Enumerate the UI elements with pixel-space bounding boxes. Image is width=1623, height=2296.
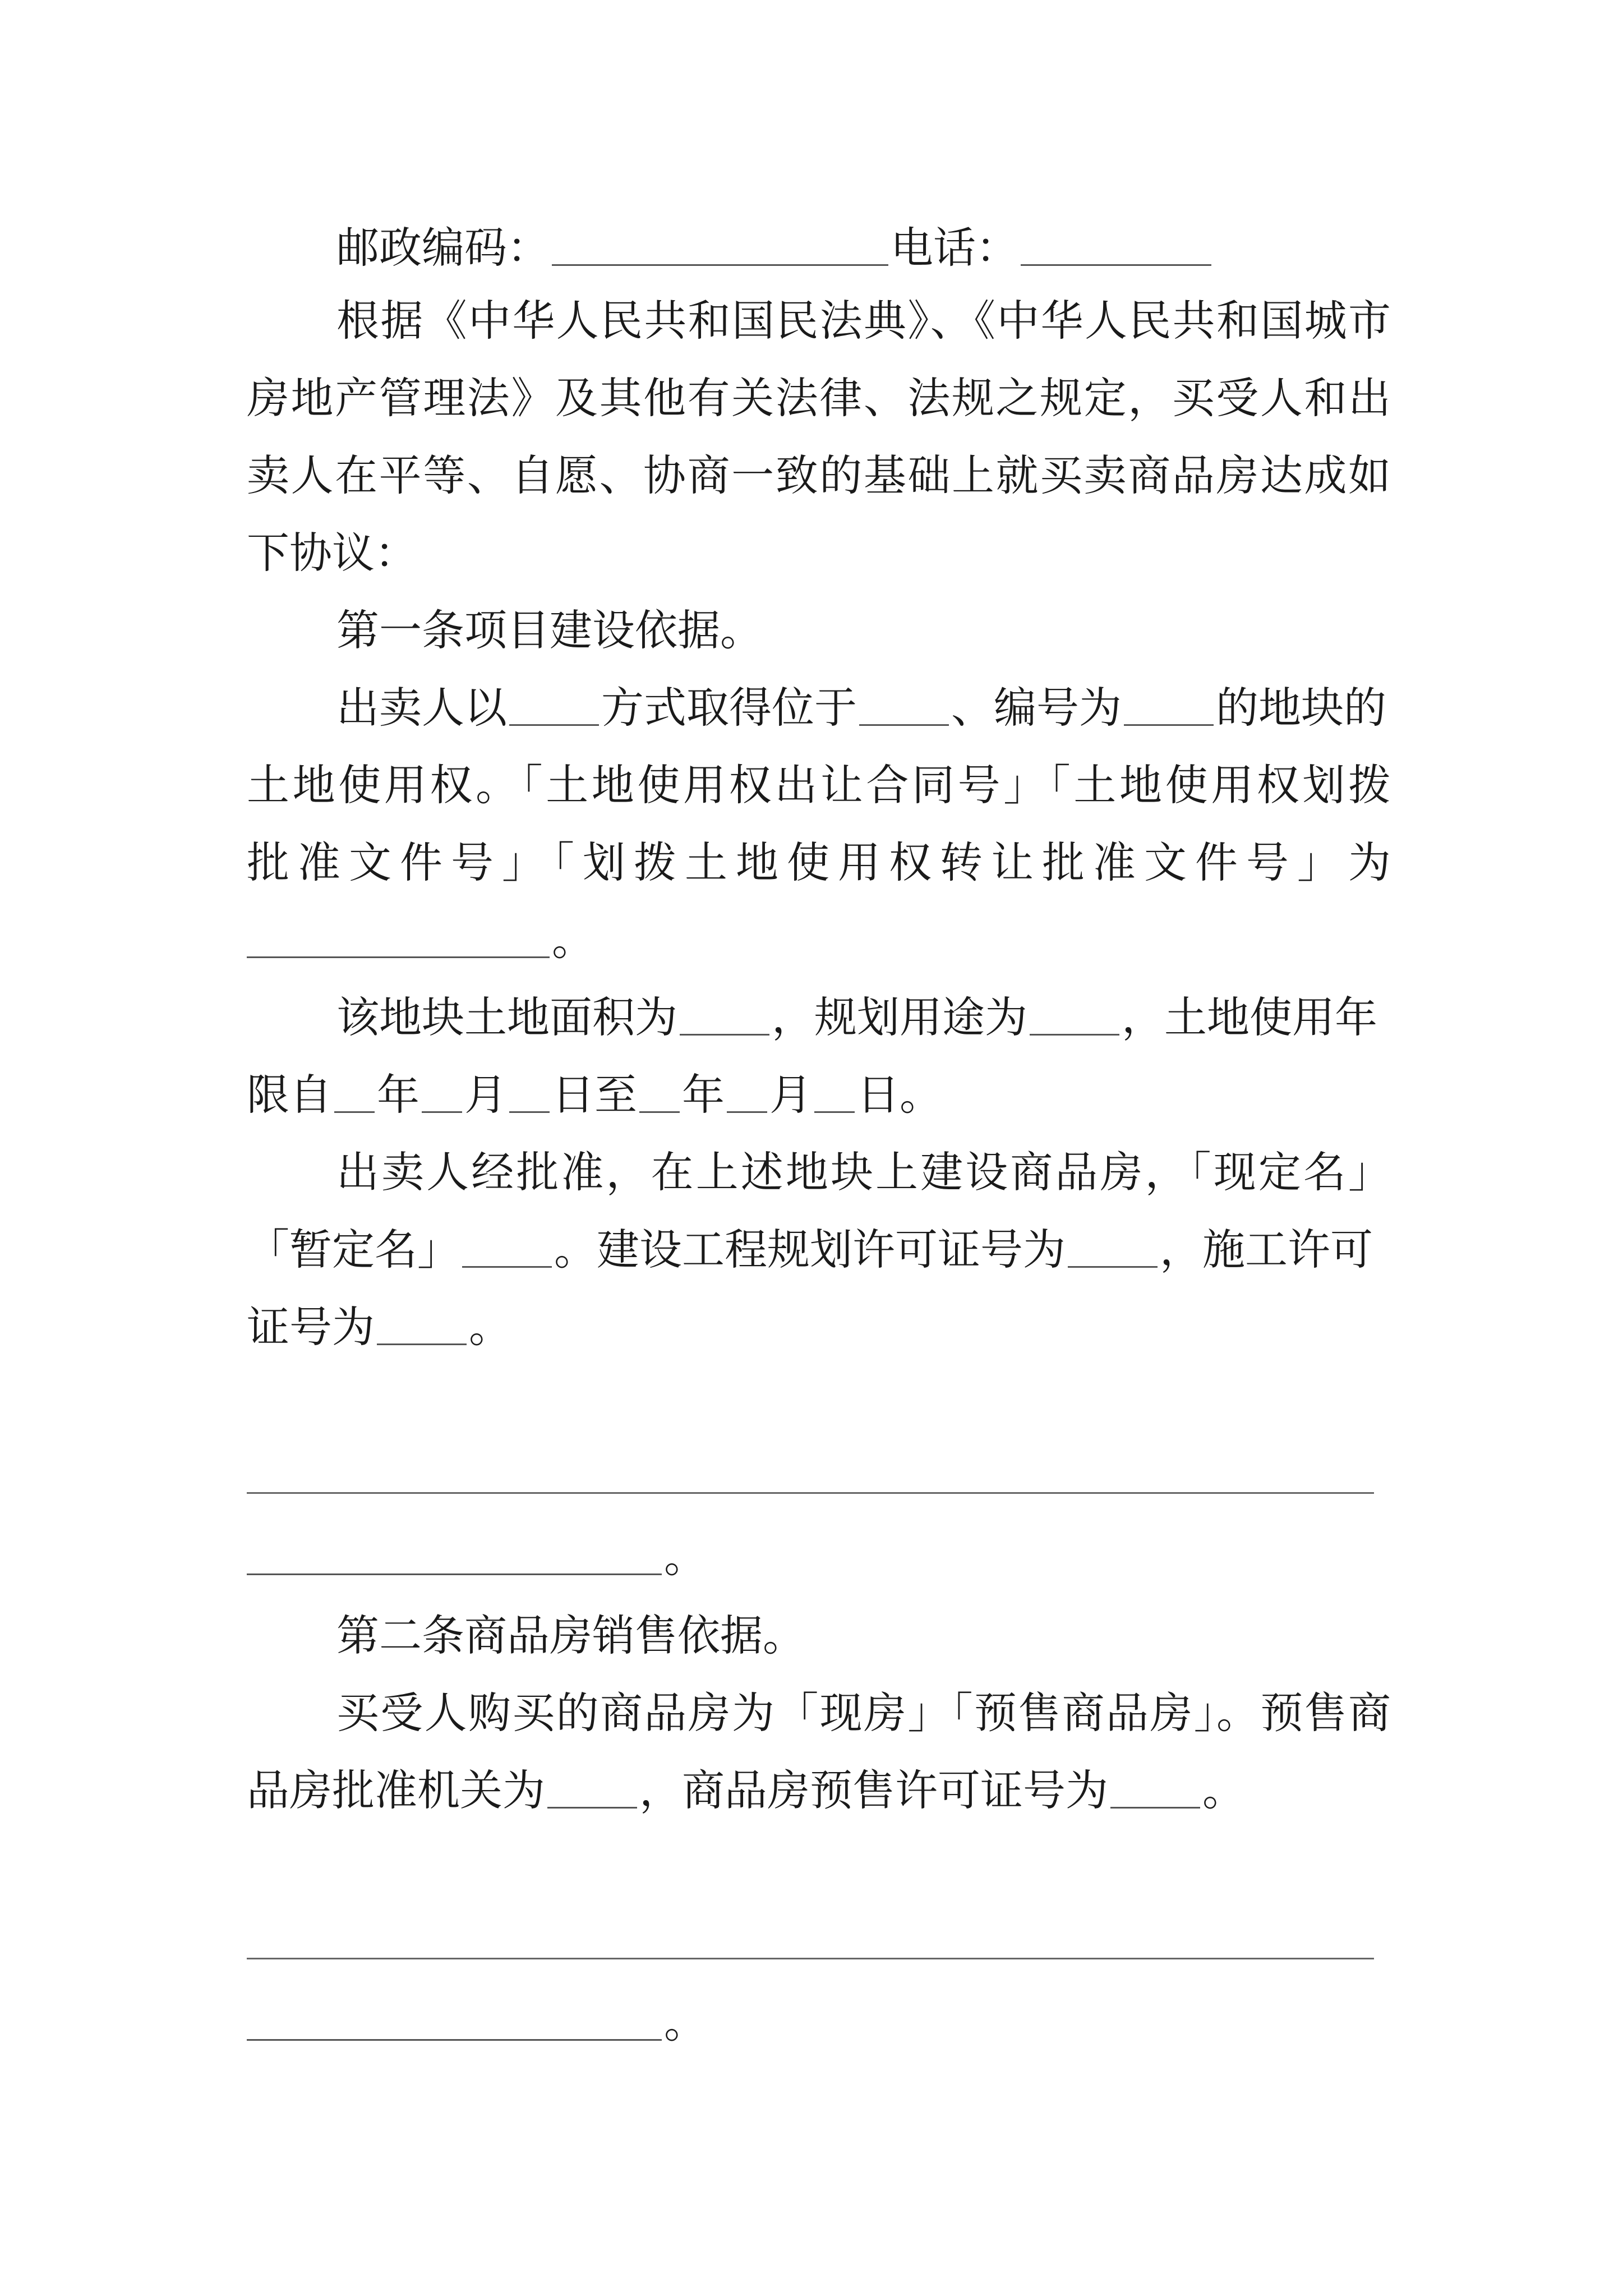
planned-use-blank[interactable] xyxy=(1030,1030,1119,1036)
fill-line-4[interactable] xyxy=(247,2036,662,2041)
start-year-blank[interactable] xyxy=(334,1108,375,1113)
p1-end: 。 xyxy=(552,915,594,965)
p1-text-a: 出卖人以 xyxy=(336,683,507,733)
article1-p1-line3: 批准文件号」「划拨土地使用权转让批准文件号」为 xyxy=(247,838,1391,887)
article2-line1: 买受人购买的商品房为「现房」「预售商品房」。预售商 xyxy=(336,1688,1391,1738)
article1-p1-line2: 土地使用权。「土地使用权出让合同号」「土地使用权划拨 xyxy=(247,760,1391,810)
postcode-blank[interactable] xyxy=(552,261,888,266)
year-label-2: 年 xyxy=(682,1070,725,1120)
article1-p3-line2 xyxy=(247,1222,1391,1278)
month-label-2: 月 xyxy=(769,1070,812,1120)
article1-p2-line1 xyxy=(336,990,1391,1046)
day-end-label: 日。 xyxy=(857,1070,942,1120)
end-year-blank[interactable] xyxy=(639,1108,680,1113)
p1-text-c: 、编号为 xyxy=(951,683,1122,733)
end-month-blank[interactable] xyxy=(727,1108,767,1113)
p3-text-a: 「暂定名」 xyxy=(247,1225,460,1274)
article2-line2 xyxy=(247,1763,1391,1819)
preamble-line-4: 下协议： xyxy=(247,528,417,578)
article1-title: 第一条项目建设依据。 xyxy=(336,605,763,655)
fill-line-3[interactable] xyxy=(247,1958,1374,1959)
a2-text-b: ，商品房预售许可证号为 xyxy=(639,1765,1108,1815)
phone-label: 电话： xyxy=(891,223,1018,273)
p3-text-b: 。建设工程规划许可证号为 xyxy=(554,1225,1066,1274)
start-month-blank[interactable] xyxy=(422,1108,462,1113)
p2-text-b: ，规划用途为 xyxy=(772,992,1027,1042)
acquire-method-blank[interactable] xyxy=(509,721,599,726)
article2-title: 第二条商品房销售依据。 xyxy=(336,1611,805,1660)
fill-line-1[interactable] xyxy=(247,1492,1374,1494)
article1-p1-line4 xyxy=(247,912,1391,968)
day-to-label: 日至 xyxy=(552,1070,637,1120)
month-label: 月 xyxy=(464,1070,507,1120)
parcel-number-blank[interactable] xyxy=(1124,721,1214,726)
p3-end: 。 xyxy=(469,1302,511,1352)
p3-text-c: ，施工许可 xyxy=(1160,1225,1373,1274)
article1-p3-line3 xyxy=(247,1299,1391,1355)
postcode-label: 邮政编码： xyxy=(336,223,550,273)
article1-fill-line xyxy=(247,1529,1391,1585)
p2-text-a: 该地块土地面积为 xyxy=(336,992,677,1042)
article1-p1-line1 xyxy=(336,680,1391,736)
project-name-blank[interactable] xyxy=(462,1263,552,1268)
p1-text-d: 的地块的 xyxy=(1216,683,1386,733)
preamble-line-1: 根据《中华人民共和国民法典》、《中华人民共和国城市 xyxy=(336,296,1391,346)
construction-permit-blank[interactable] xyxy=(377,1340,467,1345)
year-label: 年 xyxy=(377,1070,419,1120)
presale-permit-blank[interactable] xyxy=(1110,1803,1200,1809)
article2-fill-line xyxy=(247,1995,1391,2051)
article1-p3-line1: 出卖人经批准，在上述地块上建设商品房，「现定名」 xyxy=(336,1147,1391,1197)
planning-permit-blank[interactable] xyxy=(1068,1263,1158,1268)
contact-line xyxy=(336,220,1391,276)
article1-p2-line2 xyxy=(247,1067,1391,1123)
fill-end-1: 。 xyxy=(664,1532,707,1582)
location-blank[interactable] xyxy=(859,721,949,726)
start-day-blank[interactable] xyxy=(509,1108,550,1113)
a2-text-a: 品房批准机关为 xyxy=(247,1765,545,1815)
phone-blank[interactable] xyxy=(1021,261,1211,266)
fill-line-2[interactable] xyxy=(247,1570,662,1575)
land-area-blank[interactable] xyxy=(680,1030,769,1036)
preamble-line-3: 卖人在平等、自愿、协商一致的基础上就买卖商品房达成如 xyxy=(247,450,1391,500)
approval-authority-blank[interactable] xyxy=(547,1803,637,1809)
p2-text-d: 限自 xyxy=(247,1070,332,1120)
p3-text-d: 证号为 xyxy=(247,1302,375,1352)
a2-end: 。 xyxy=(1202,1765,1245,1815)
fill-end-2: 。 xyxy=(664,1998,707,2047)
preamble-line-2: 房地产管理法》及其他有关法律、法规之规定，买受人和出 xyxy=(247,373,1391,423)
contract-number-blank[interactable] xyxy=(247,953,550,958)
p2-text-c: ，土地使用年 xyxy=(1122,992,1377,1042)
p1-text-b: 方式取得位于 xyxy=(601,683,857,733)
end-day-blank[interactable] xyxy=(814,1108,855,1113)
